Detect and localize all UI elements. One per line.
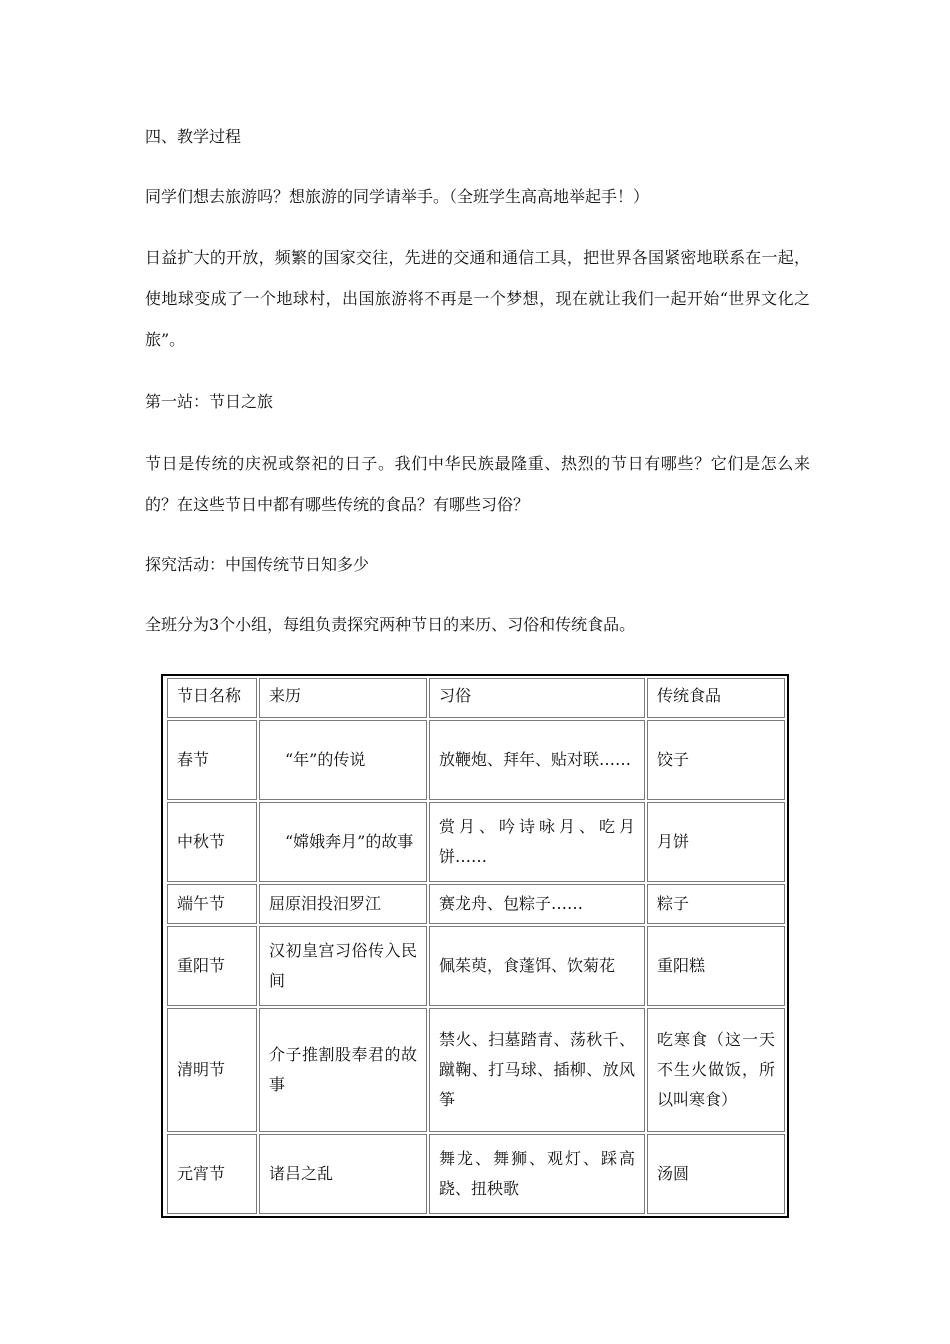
festival-intro-paragraph: 节日是传统的庆祝或祭祀的日子。我们中华民族最隆重、热烈的节日有哪些？它们是怎么来的？在这些节日中都有哪些传统的食品？有哪些习俗？ bbox=[145, 454, 810, 514]
intro-paragraph: 同学们想去旅游吗？想旅游的同学请举手。（全班学生高高地举起手！） bbox=[145, 187, 650, 206]
table-row bbox=[163, 926, 787, 1006]
cell-origin: 介子推割股奉君的故事 bbox=[259, 1008, 427, 1132]
cell-customs: 禁火、扫墓踏青、荡秋千、蹴鞠、打马球、插柳、放风筝 bbox=[429, 1008, 645, 1132]
header-cell-customs: 习俗 bbox=[429, 678, 645, 718]
cell-customs: 舞龙、舞狮、观灯、踩高跷、扭秧歌 bbox=[429, 1134, 645, 1214]
cell-food: 吃寒食（这一天不生火做饭，所以叫寒食） bbox=[647, 1008, 785, 1132]
cell-festival-name: 元宵节 bbox=[167, 1134, 257, 1214]
cell-customs: 赏月、吟诗咏月、吃月饼…… bbox=[429, 802, 645, 882]
header-cell-origin: 来历 bbox=[259, 678, 427, 718]
cell-origin: 诸吕之乱 bbox=[259, 1134, 427, 1214]
cell-origin: 汉初皇宫习俗传入民间 bbox=[259, 926, 427, 1006]
cell-festival-name: 重阳节 bbox=[167, 926, 257, 1006]
table-header-row bbox=[163, 678, 787, 718]
table-row bbox=[163, 802, 787, 882]
cell-origin: “年”的传说 bbox=[259, 720, 427, 800]
header-cell-name: 节日名称 bbox=[167, 678, 257, 718]
cell-customs: 佩茱萸，食蓬饵、饮菊花 bbox=[429, 926, 645, 1006]
cell-food: 饺子 bbox=[647, 720, 785, 800]
cell-food: 汤圆 bbox=[647, 1134, 785, 1214]
table-row bbox=[163, 884, 787, 924]
station-title: 第一站：节日之旅 bbox=[145, 392, 274, 411]
cell-festival-name: 端午节 bbox=[167, 884, 257, 924]
cell-origin: “嫦娥奔月”的故事 bbox=[259, 802, 427, 882]
cell-festival-name: 清明节 bbox=[167, 1008, 257, 1132]
festival-table bbox=[161, 674, 789, 1218]
opening-paragraph: 日益扩大的开放，频繁的国家交往，先进的交通和通信工具，把世界各国紧密地联系在一起，使地球变成了一个地球村，出国旅游将不再是一个梦想，现在就让我们一起开始“世界文化之旅”。 bbox=[145, 248, 810, 349]
cell-customs: 放鞭炮、拜年、贴对联…… bbox=[429, 720, 645, 800]
table-row bbox=[163, 1134, 787, 1214]
groups-paragraph: 全班分为3个小组，每组负责探究两种节日的来历、习俗和传统食品。 bbox=[145, 615, 636, 634]
cell-food: 粽子 bbox=[647, 884, 785, 924]
cell-food: 月饼 bbox=[647, 802, 785, 882]
cell-customs: 赛龙舟、包粽子…… bbox=[429, 884, 645, 924]
cell-origin: 屈原泪投汨罗江 bbox=[259, 884, 427, 924]
table-row bbox=[163, 720, 787, 800]
cell-festival-name: 春节 bbox=[167, 720, 257, 800]
cell-festival-name: 中秋节 bbox=[167, 802, 257, 882]
header-cell-food: 传统食品 bbox=[647, 678, 785, 718]
cell-food: 重阳糕 bbox=[647, 926, 785, 1006]
section-heading: 四、教学过程 bbox=[145, 127, 242, 146]
table-row bbox=[163, 1008, 787, 1132]
activity-title: 探究活动：中国传统节日知多少 bbox=[145, 555, 370, 574]
